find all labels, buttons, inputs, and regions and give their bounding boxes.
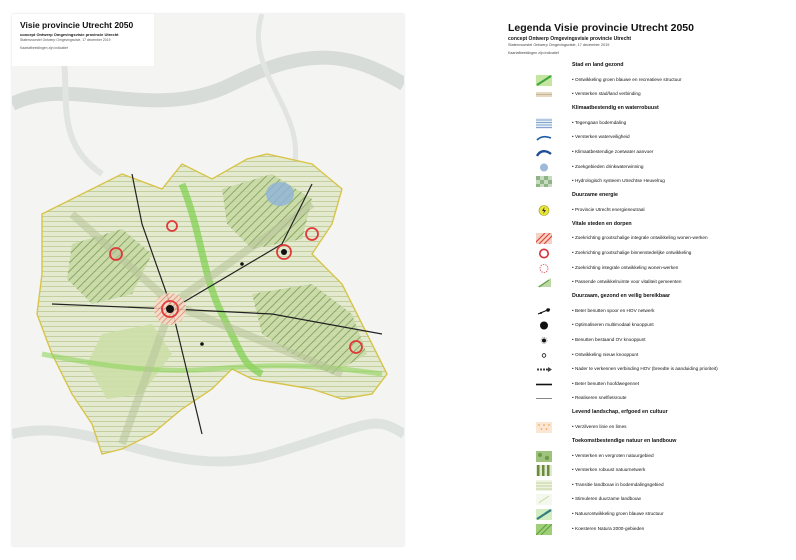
map-meta: Statenvoorstel Ontwerp Omgevingsvisie, 17 december 2019 [20,38,111,42]
legend-item [508,393,776,405]
map-note: Kaartafbeeldingen zijn indicatief [20,46,68,50]
legend-note: Kaartafbeeldingen zijn indicatief [508,51,559,55]
legend-item [508,422,776,434]
legend-item [508,89,776,101]
legend-item [508,364,776,376]
legend-subtitle: concept Ontwerp Omgevingsvisie provincie Utrecht [508,36,632,42]
red-hatch-swatch-icon [536,233,552,244]
legend-item-label: • Versterken robuust natuurnetwerk [572,467,646,473]
legend-item-label: • Klimaatbestendige zoetwater aanvoer [572,148,654,154]
legend-item [508,320,776,332]
legend-item-label: • Transitie landbouw in bodemdalingsgebied [572,481,664,487]
legend-item [508,465,776,477]
legend-title: Legenda Visie provincie Utrecht 2050 [508,22,694,34]
legend-item-label: • Zoekrichting integrale ontwikkeling wonen-werken [572,264,679,270]
legend-section-title: Levend landschap, erfgoed en cultuur [572,409,668,416]
legend-item-label: • Stimuleren duurzame landbouw [572,496,641,502]
road-line-swatch-icon [536,379,552,390]
legend-meta: Statenvoorstel Ontwerp Omgevingsvisie, 17 december 2019 [508,43,610,47]
legend-item-label: • Passende ontwikkelruimte voor vitaliteit gemeenten [572,279,682,285]
legend-item [508,524,776,536]
legend-item-label: • Koesteren Natura 2000-gebieden [572,525,645,531]
blue-dot-swatch-icon [536,162,552,173]
red-dashed-ring-swatch-icon [536,263,552,274]
legend-section-title: Stad en land gezond [572,62,624,68]
map-sheet [12,14,404,546]
legend-item-label: • Optimaliseren multimodaal knooppunt [572,322,654,328]
legend-item [508,277,776,289]
legend-item-label: • Zoekgebieden drinkwaterwinning [572,163,644,169]
energy-icon [536,205,552,216]
blue-line-swatch-icon [536,132,552,143]
orange-dots-swatch-icon [536,422,552,433]
legend-item-label: • Nader te verkennen verbinding HOV (breedte is aanduiding prioriteit) [572,366,718,372]
hov-arrow-icon [536,364,552,375]
legend-item [508,494,776,506]
green-blue-swatch-icon [536,509,552,520]
map-title-block [12,14,154,66]
nature-swatch-icon [536,451,552,462]
natura-swatch-icon [536,524,552,535]
legend-item-label: • Hydrologisch systeem Utrechtse Heuvelrug [572,178,665,184]
legend-item-label: • Versterken waterveiligheid [572,134,630,140]
legend-item [508,75,776,87]
legend-item [508,335,776,347]
legend-item-label: • Ontwikkeling groen blauwe en recreatieve structuur [572,76,682,82]
legend-item [508,147,776,159]
legend-item-label: • Zoekrichting grootschalige integrale ontwikkeling wonen-werken [572,235,708,241]
legend-item [508,379,776,391]
small-node-icon [536,350,552,361]
big-node-icon [536,320,552,331]
bike-line-swatch-icon [536,393,552,404]
legend-item [508,162,776,174]
legend-item [508,233,776,245]
legend-section-title: Duurzame energie [572,192,618,199]
legend-item-label: • Versterken en vergroten natuurgebied [572,452,654,458]
legend-item [508,176,776,188]
legend-item-label: • Versterken stad/land verbinding [572,91,641,97]
legend-item [508,118,776,130]
legend-section-title: Vitale steden en dorpen [572,220,632,227]
legend-item [508,509,776,521]
light-lines-swatch-icon [536,480,552,491]
green-diagonal-swatch-icon [536,75,552,86]
legend-section-title: Duurzaam, gezond en veilig bereikbaar [572,293,671,300]
map-subtitle: concept Ontwerp Omgevingsvisie provincie Utrecht [20,32,119,37]
legend-item-label: • Verzilveren linie en limes [572,423,627,429]
legend-item [508,480,776,492]
green-stripes-swatch-icon [536,465,552,476]
legend-item-label: • Realiseren snelfietsroute [572,395,627,401]
legend-section-title: Klimaatbestendig en waterrobuust [572,105,659,112]
blue-curve-swatch-icon [536,147,552,158]
legend-item [508,205,776,217]
legend-item-label: • Natuurontwikkeling groen blauwe structuur [572,510,664,516]
legend-section-title: Toekomstbestendige natuur en landbouw [572,438,677,444]
blue-lines-swatch-icon [536,118,552,129]
legend-item-label: • Zoekrichting grootschalige binnenstedelijke ontwikkeling [572,249,692,255]
legend-item-label: • Tegengaan bodemdaling [572,119,627,125]
beige-band-swatch-icon [536,89,552,100]
legend-item [508,350,776,362]
legend-item-label: • Beter benutten hoofdwegennet [572,380,640,386]
legend-item [508,451,776,463]
legend-item-label: • Ontwikkeling nieuw knooppunt [572,351,639,357]
legend-item-label: • Beter benutten spoor en HOV netwerk [572,307,655,313]
province-map [12,14,404,546]
legend-item-label: • Provincie Utrecht energieneutraal [572,206,645,212]
legend-item [508,248,776,260]
map-title: Visie provincie Utrecht 2050 [20,20,134,30]
legend-sheet [508,22,776,550]
legend-item [508,263,776,275]
green-triangle-swatch-icon [536,277,552,288]
legend-item [508,132,776,144]
rail-icon [536,306,552,317]
legend-item [508,306,776,318]
light-green-swatch-icon [536,494,552,505]
red-ring-swatch-icon [536,248,552,259]
green-check-swatch-icon [536,176,552,187]
node-icon [536,335,552,346]
legend-item-label: • Benutten bestaand OV knooppunt [572,336,646,342]
